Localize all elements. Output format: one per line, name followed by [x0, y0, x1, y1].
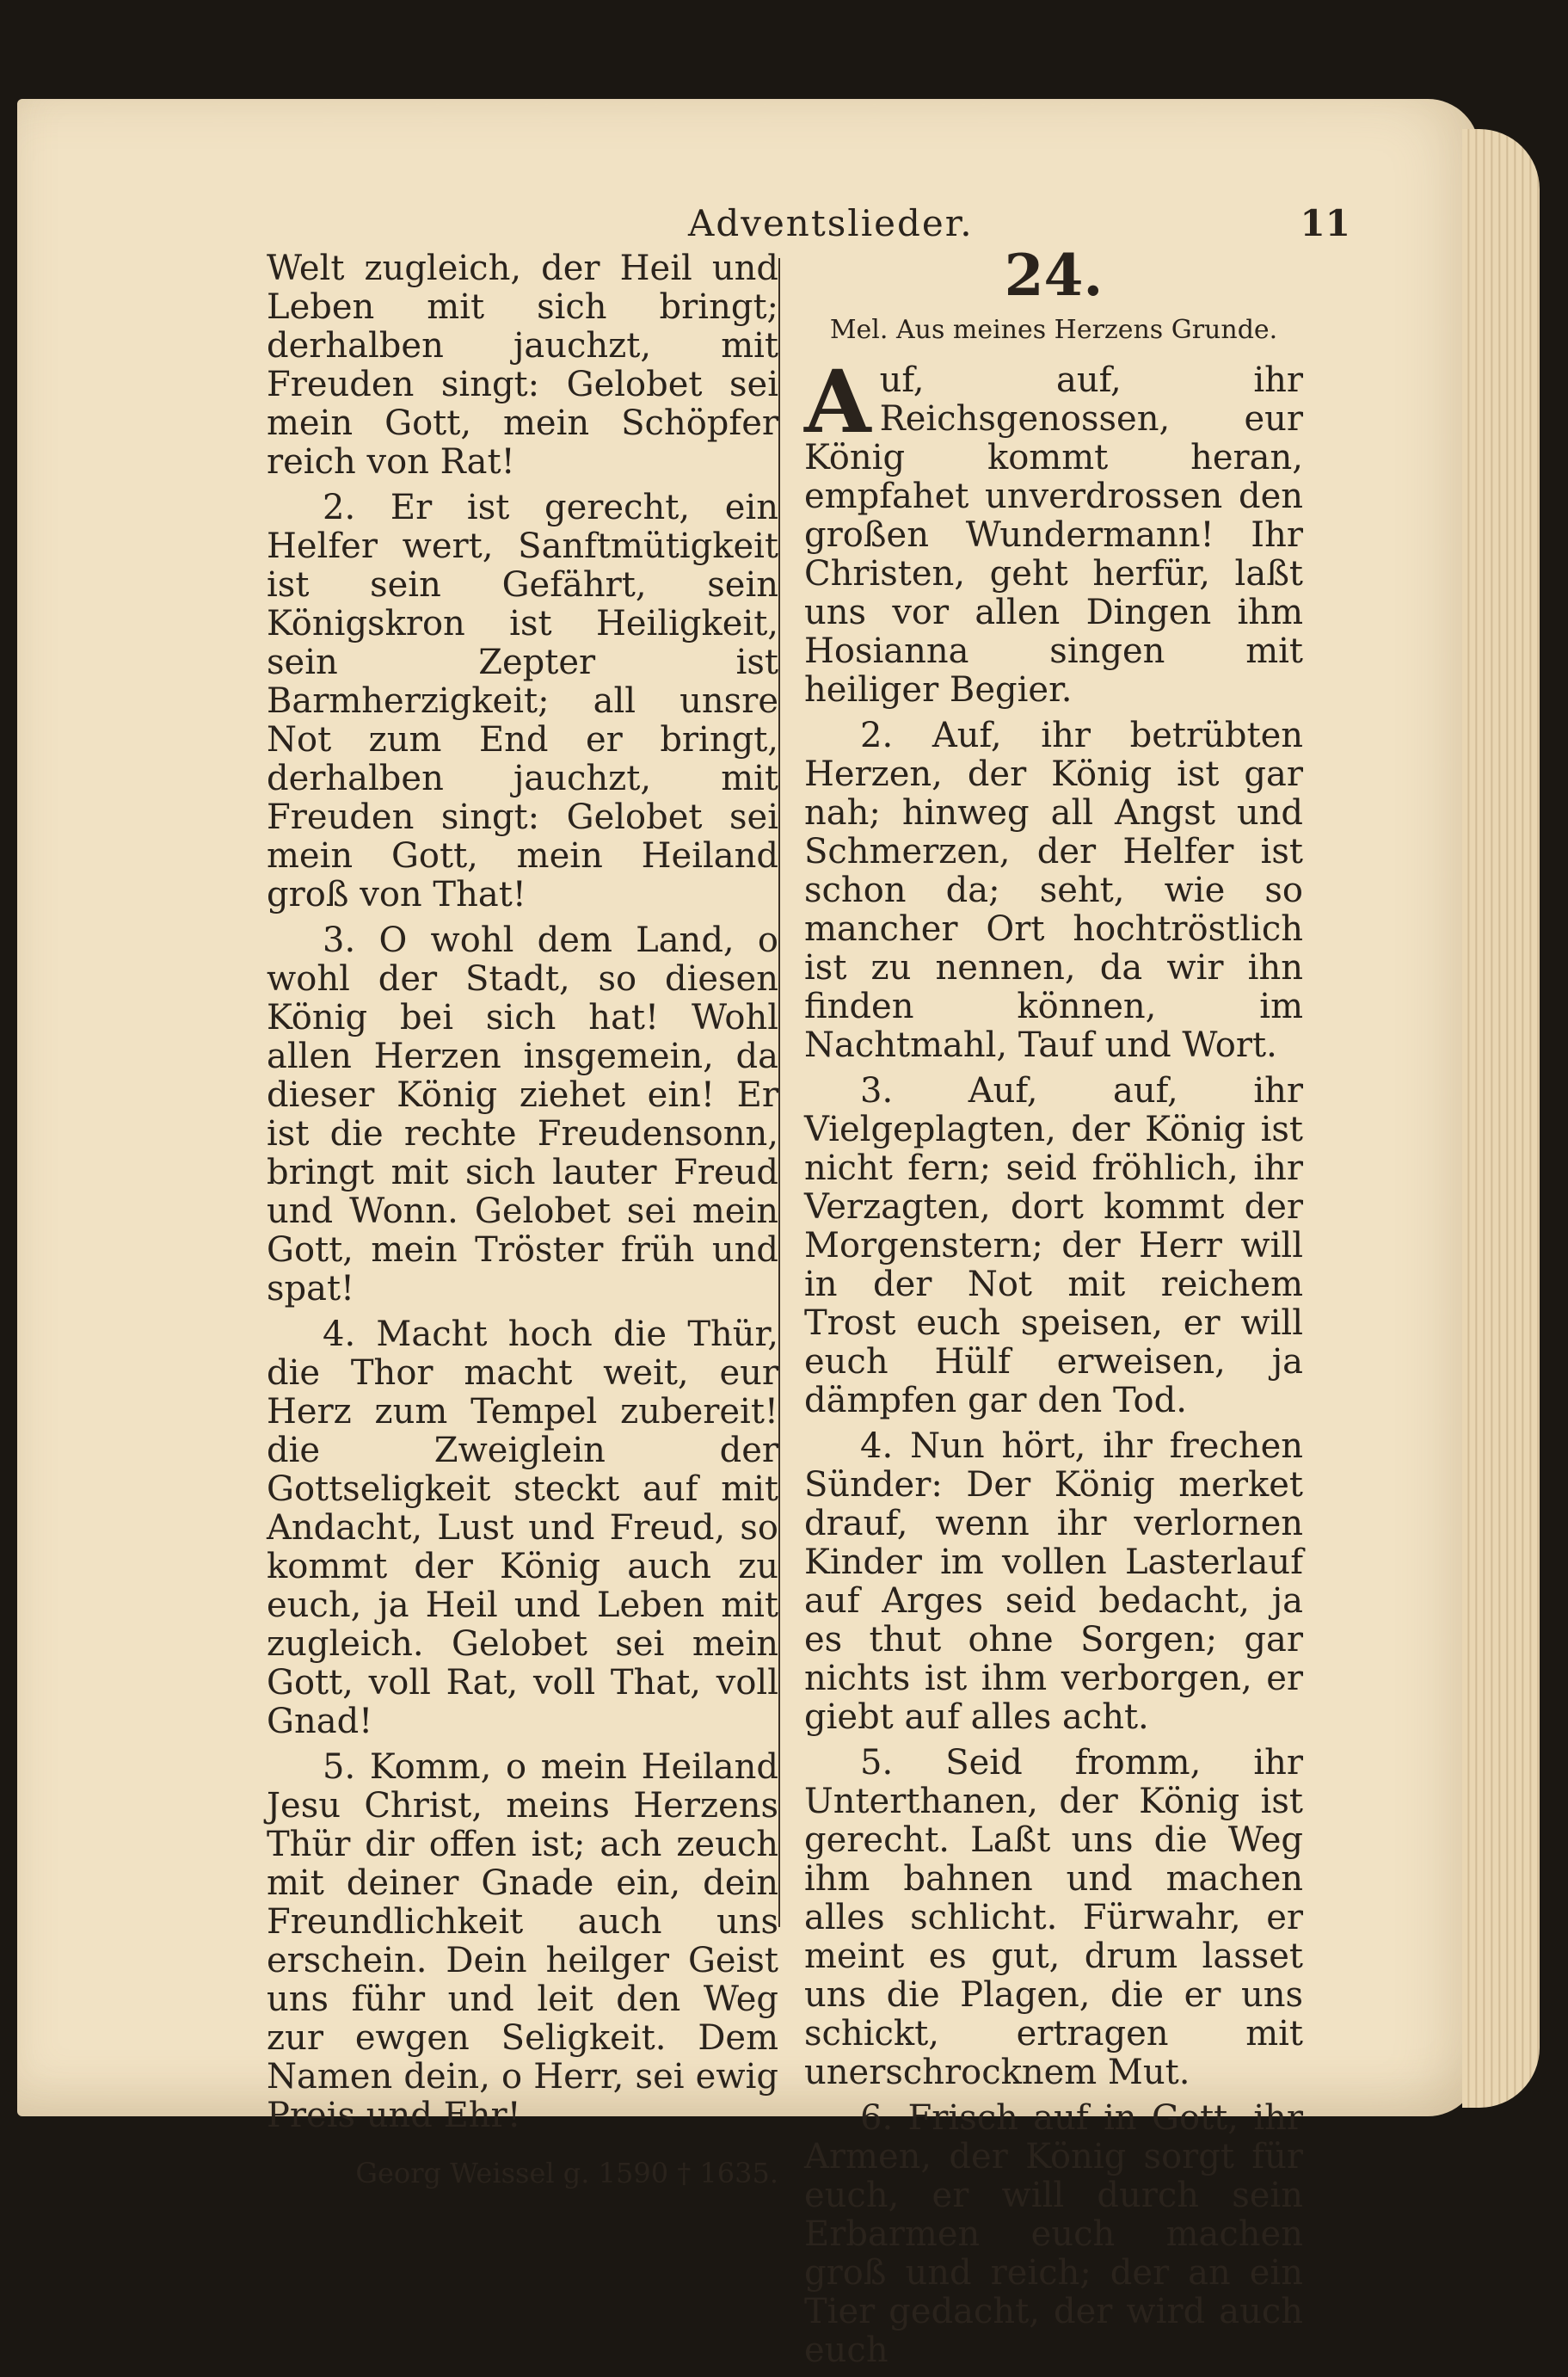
melody-note: Mel. Aus meines Herzens Grunde. [829, 315, 1278, 345]
hymn-author: Georg Weissel g. 1590 † 1635. [355, 2157, 778, 2189]
right-column [804, 242, 1303, 2377]
page-number: 11 [1300, 202, 1350, 244]
first-stanza-text: uf, auf, ihr Reichsgenossen, eur König kommt heran, empfahet unverdrossen den großen Wundermann! Ihr Christen, geht herfür, laßt uns vor allen Dingen ihm Hosianna singen mit heiliger Begier. [804, 360, 1303, 710]
stanza-continuation: Welt zugleich, der Heil und Leben mit sich bringt; derhalben jauchzt, mit Freuden singt: Gelobet sei mein Gott, mein Schöpfer reich von Rat! [267, 249, 778, 482]
left-column [267, 249, 778, 2200]
hymn-number: 24. [1004, 242, 1104, 309]
section-title: Adventslieder. [688, 202, 974, 244]
drop-cap: A [804, 351, 871, 453]
stanza-2: 2. Auf, ihr betrübten Herzen, der König ist gar nah; hinweg all Angst und Schmerzen, der Helfer ist schon da; seht, wie so mancher Ort hochtröstlich ist zu nennen, da wir ihn finden können, im Nachtmahl, Tauf und Wort. [804, 716, 1303, 1065]
stanza-4: 4. Nun hört, ihr frechen Sünder: Der König merket drauf, wenn ihr verlornen Kinder im vollen Lasterlauf auf Arges seid bedacht, ja es thut ohne Sorgen; gar nichts ist ihm verborgen, er giebt auf alles acht. [804, 1426, 1303, 1737]
column-divider [778, 258, 780, 1927]
running-header [688, 202, 1350, 245]
stanza-5: 5. Seid fromm, ihr Unterthanen, der König ist gerecht. Laßt uns die Weg ihm bahnen und machen alles schlicht. Fürwahr, er meint es gut, drum lasset uns die Plagen, die er uns schickt, ertragen mit unerschrocknem Mut. [804, 1743, 1303, 2092]
stanza-5: 5. Komm, o mein Heiland Jesu Christ, meins Herzens Thür dir offen ist; ach zeuch mit deiner Gnade ein, dein Freundlichkeit auch uns erschein. Dein heilger Geist uns führ und leit den Weg zur ewgen Seligkeit. Dem Namen dein, o Herr, sei ewig Preis und Ehr! [267, 1747, 778, 2135]
stanza-2: 2. Er ist gerecht, ein Helfer wert, Sanftmütigkeit ist sein Gefährt, sein Königskron ist Heiligkeit, sein Zepter ist Barmherzigkeit; all unsre Not zum End er bringt, derhalben jauchzt, mit Freuden singt: Gelobet sei mein Gott, mein Heiland groß von That! [267, 488, 778, 914]
stanza-6: 6. Frisch auf in Gott, ihr Armen, der König sorgt für euch, er will durch sein Erbarmen euch machen groß und reich; der an ein Tier gedacht, der wird auch euch [804, 2098, 1303, 2370]
stanza-3: 3. Auf, auf, ihr Vielgeplagten, der König ist nicht fern; seid fröhlich, ihr Verzagten, dort kommt der Morgenstern; der Herr will in der Not mit reichem Trost euch speisen, er will euch Hülf erweisen, ja dämpfen gar den Tod. [804, 1071, 1303, 1420]
hymn-first-stanza [804, 351, 1303, 710]
stanza-3: 3. O wohl dem Land, o wohl der Stadt, so diesen König bei sich hat! Wohl allen Herzen insgemein, da dieser König ziehet ein! Er ist die rechte Freudensonn, bringt mit sich lauter Freud und Wonn. Gelobet sei mein Gott, mein Tröster früh und spat! [267, 921, 778, 1309]
stanza-4: 4. Macht hoch die Thür, die Thor macht weit, eur Herz zum Tempel zubereit! die Zweiglein der Gottseligkeit steckt auf mit Andacht, Lust und Freud, so kommt der König auch zu euch, ja Heil und Leben mit zugleich. Gelobet sei mein Gott, voll Rat, voll That, voll Gnad! [267, 1315, 778, 1741]
page-edges [1462, 129, 1540, 2108]
